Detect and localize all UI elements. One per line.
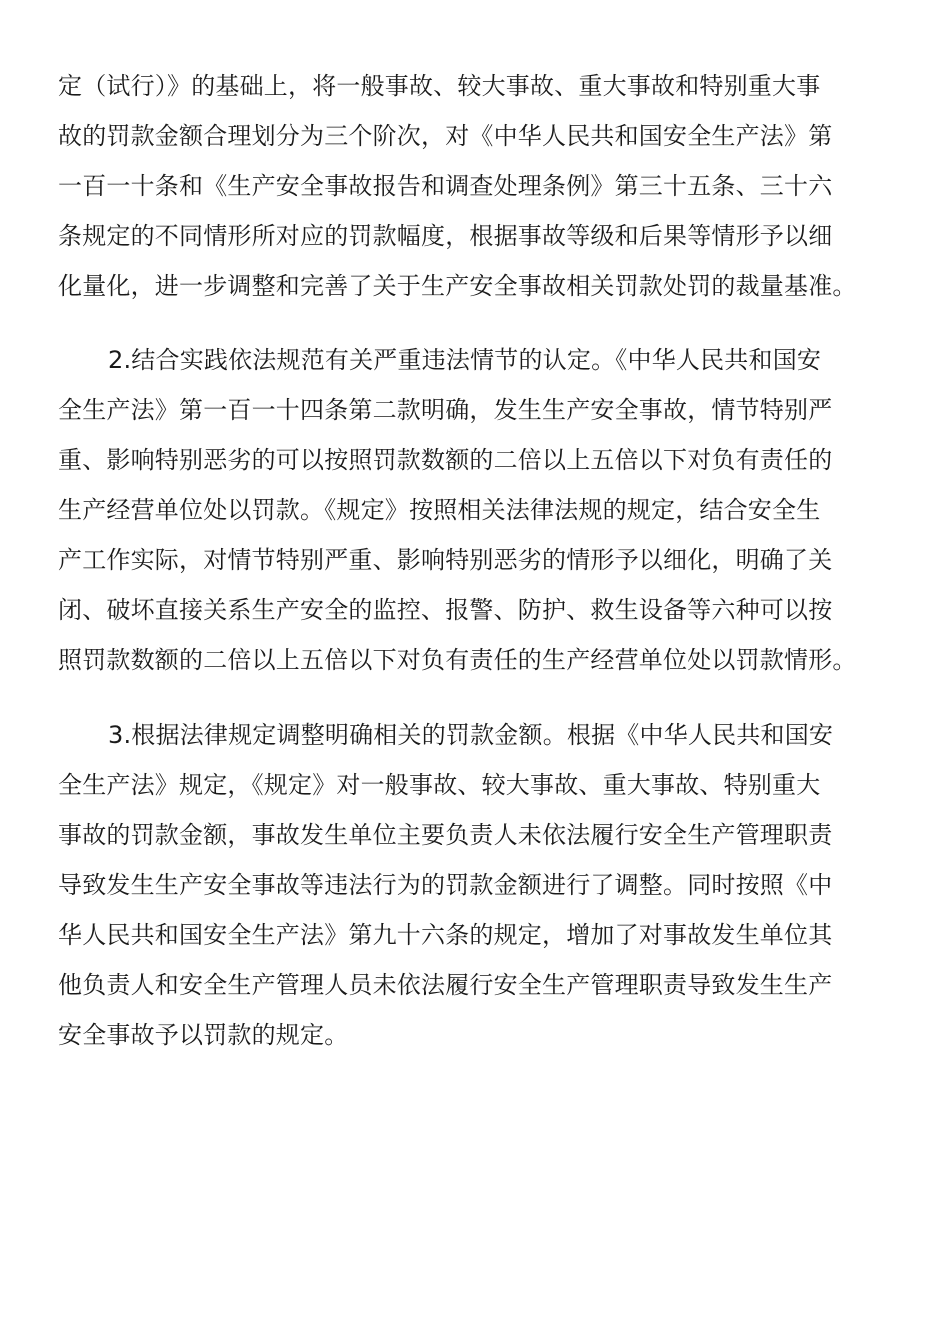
paragraph-line: 定（试行）》的基础上，将一般事故、较大事故、重大事故和特别重大事	[58, 72, 821, 100]
paragraph-line: 3.根据法律规定调整明确相关的罚款金额。根据《中华人民共和国安	[108, 721, 834, 749]
paragraph-line: 重、影响特别恶劣的可以按照罚款数额的二倍以上五倍以下对负有责任的	[58, 446, 833, 474]
paragraph-line: 照罚款数额的二倍以上五倍以下对负有责任的生产经营单位处以罚款情形。	[58, 646, 857, 674]
paragraph-line: 条规定的不同情形所对应的罚款幅度，根据事故等级和后果等情形予以细	[58, 222, 833, 250]
paragraph-line: 产工作实际，对情节特别严重、影响特别恶劣的情形予以细化，明确了关	[58, 546, 833, 574]
paragraph-line: 一百一十条和《生产安全事故报告和调查处理条例》第三十五条、三十六	[58, 172, 833, 200]
paragraph-line: 他负责人和安全生产管理人员未依法履行安全生产管理职责导致发生生产	[58, 971, 833, 999]
paragraph-line: 事故的罚款金额，事故发生单位主要负责人未依法履行安全生产管理职责	[58, 821, 833, 849]
paragraph-line: 故的罚款金额合理划分为三个阶次，对《中华人民共和国安全生产法》第	[58, 122, 833, 150]
paragraph-line: 安全事故予以罚款的规定。	[58, 1021, 349, 1049]
paragraph-line: 导致发生生产安全事故等违法行为的罚款金额进行了调整。同时按照《中	[58, 871, 833, 899]
paragraph-line: 华人民共和国安全生产法》第九十六条的规定，增加了对事故发生单位其	[58, 921, 833, 949]
paragraph-3	[58, 710, 898, 1060]
paragraph-line: 生产经营单位处以罚款。《规定》按照相关法律法规的规定，结合安全生	[58, 496, 821, 524]
paragraph-2	[58, 335, 898, 685]
paragraph-line: 闭、破坏直接关系生产安全的监控、报警、防护、救生设备等六种可以按	[58, 596, 833, 624]
paragraph-line: 化量化，进一步调整和完善了关于生产安全事故相关罚款处罚的裁量基准。	[58, 272, 857, 300]
paragraph-line: 全生产法》规定，《规定》对一般事故、较大事故、重大事故、特别重大	[58, 771, 821, 799]
paragraph-1	[58, 61, 898, 311]
paragraph-line: 2.结合实践依法规范有关严重违法情节的认定。《中华人民共和国安	[108, 346, 822, 374]
paragraph-line: 全生产法》第一百一十四条第二款明确，发生生产安全事故，情节特别严	[58, 396, 833, 424]
